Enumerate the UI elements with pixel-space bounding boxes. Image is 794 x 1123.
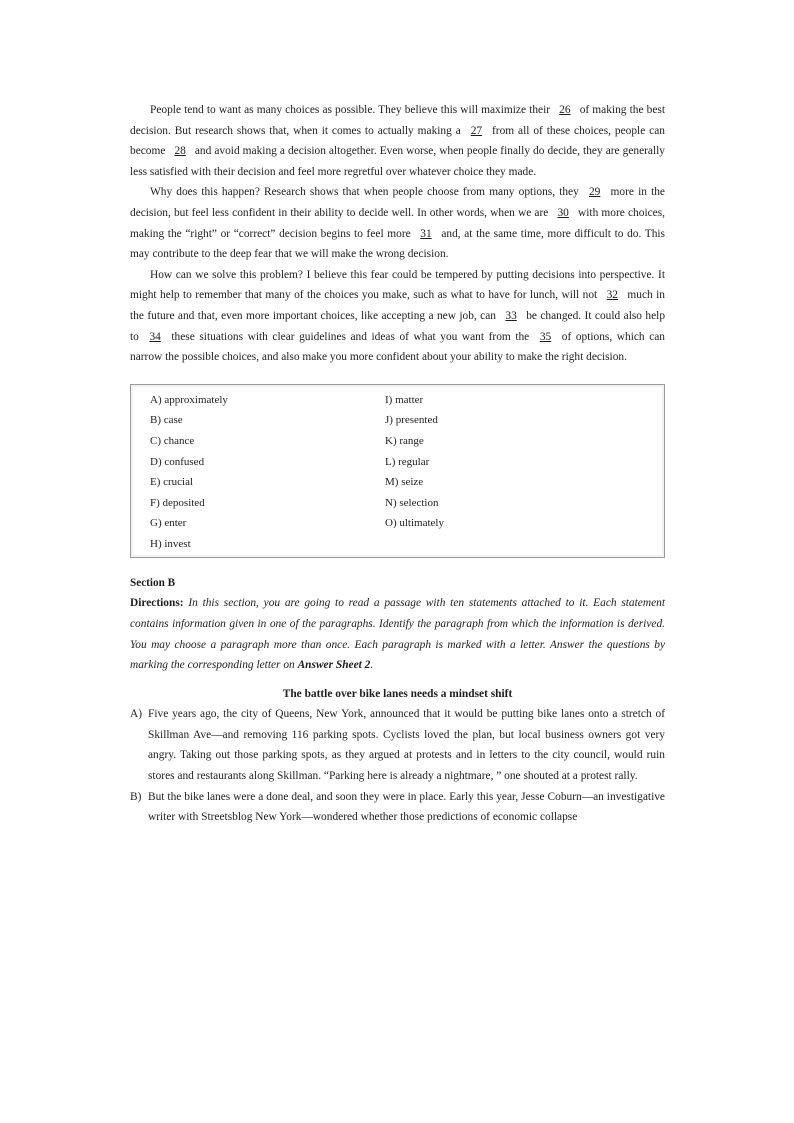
exam-page (130, 100, 665, 828)
option-k: K) range (385, 434, 424, 447)
passage-text: these situations with clear guidelines and ideas of what you want from the (166, 330, 534, 343)
passage-paragraph-2 (130, 182, 665, 264)
paragraph-text: But the bike lanes were a done deal, and soon they were in place. Early this year, Jesse Coburn—an investigative writer with Streetsblog New York—wondered whether those predictions of economic collapse (148, 790, 665, 824)
passage-paragraph-1 (130, 100, 665, 182)
blank-33: 33 (505, 309, 517, 322)
passage-text: much in the future and that, even more important choices, like accepting a new job, can (130, 289, 665, 322)
passage-text: of making the best decision. But research shows that, when it comes to actually making a (130, 104, 665, 137)
blank-29: 29 (588, 186, 601, 199)
blank-35: 35 (539, 330, 552, 343)
paragraph-letter: A) (130, 708, 143, 721)
blank-28: 28 (174, 145, 186, 158)
option-d: D) confused (150, 455, 205, 468)
option-f: F) deposited (150, 496, 205, 509)
passage-text: more in the decision, but feel less confident in their ability to decide well. In other words, when we are (130, 186, 665, 219)
paragraph-text: Five years ago, the city of Queens, New York, announced that it would be putting bike lanes onto a stretch of Skillman Ave—and removing 116 parking spots. Cyclists loved the plan, but local business owners got very angry. Taking out those parking spots, as they argued at protests and in letters to the city council, would ruin stores and restaurants along Skillman. “Parking here is already a nightmare, ” one shouted at a protest rally. (148, 708, 665, 783)
option-e: E) crucial (150, 476, 194, 489)
directions-label: Directions: (130, 597, 184, 610)
word-bank-right-column (385, 390, 444, 534)
option-g: G) enter (150, 517, 187, 530)
paragraph-letter: B) (130, 790, 142, 803)
word-bank-left-column (150, 390, 228, 555)
passage-text: be changed. It could also help to (130, 309, 666, 343)
passage-text: from all of these choices, people can become (130, 124, 665, 158)
option-j: J) presented (385, 414, 438, 427)
answer-sheet-label: Answer Sheet 2 (297, 659, 371, 672)
blank-30: 30 (557, 206, 569, 219)
passage-text: Why does this happen? Research shows that when people choose from many options, they (150, 186, 583, 199)
option-h: H) invest (150, 537, 191, 550)
directions-text: In this section, you are going to read a passage with ten statements attached to it. Each statement contains information given in one of the paragraphs. Identify the paragraph from which the information is derived. You may choose a paragraph more than once. Each paragraph is marked with a letter. Answer the questions by marking the corresponding letter on (130, 597, 665, 672)
passage-text: and avoid making a decision altogether. Even worse, when people finally do decide, they are generally less satisfied with their decision and feel more regretful over whatever choice they made. (130, 145, 665, 178)
option-b: B) case (150, 414, 183, 427)
word-bank-box (130, 384, 665, 558)
option-i: I) matter (385, 393, 424, 406)
passage-paragraph-3 (130, 265, 665, 368)
passage-text: How can we solve this problem? I believe this fear could be tempered by putting decisions into perspective. It might help to remember that many of the choices you make, such as what to have for lunch, will not (130, 268, 665, 302)
article-paragraph-b (130, 787, 665, 828)
option-a: A) approximately (150, 393, 228, 406)
blank-34: 34 (149, 330, 161, 343)
option-c: C) chance (150, 434, 195, 447)
article-title: The battle over bike lanes needs a mindset shift (282, 687, 513, 700)
passage-text: of options, which can narrow the possible choices, and also make you more confident about your ability to make the right decision. (130, 330, 665, 364)
section-b-directions (130, 593, 665, 675)
option-m: M) seize (385, 476, 424, 489)
section-b-heading: Section B (130, 576, 176, 589)
article-paragraph-a (130, 704, 665, 786)
passage-text: People tend to want as many choices as possible. They believe this will maximize their (150, 104, 554, 116)
passage-text: and, at the same time, more difficult to do. This may contribute to the deep fear that we will make the wrong decision. (130, 227, 665, 261)
passage-text: with more choices, making the “right” or “correct” decision begins to feel more (130, 206, 665, 240)
blank-32: 32 (606, 289, 618, 302)
directions-end: . (370, 659, 374, 672)
option-n: N) selection (385, 496, 439, 509)
option-l: L) regular (385, 455, 430, 468)
blank-27: 27 (470, 124, 483, 137)
blank-31: 31 (420, 227, 432, 240)
option-o: O) ultimately (385, 517, 444, 530)
blank-26: 26 (559, 104, 571, 116)
